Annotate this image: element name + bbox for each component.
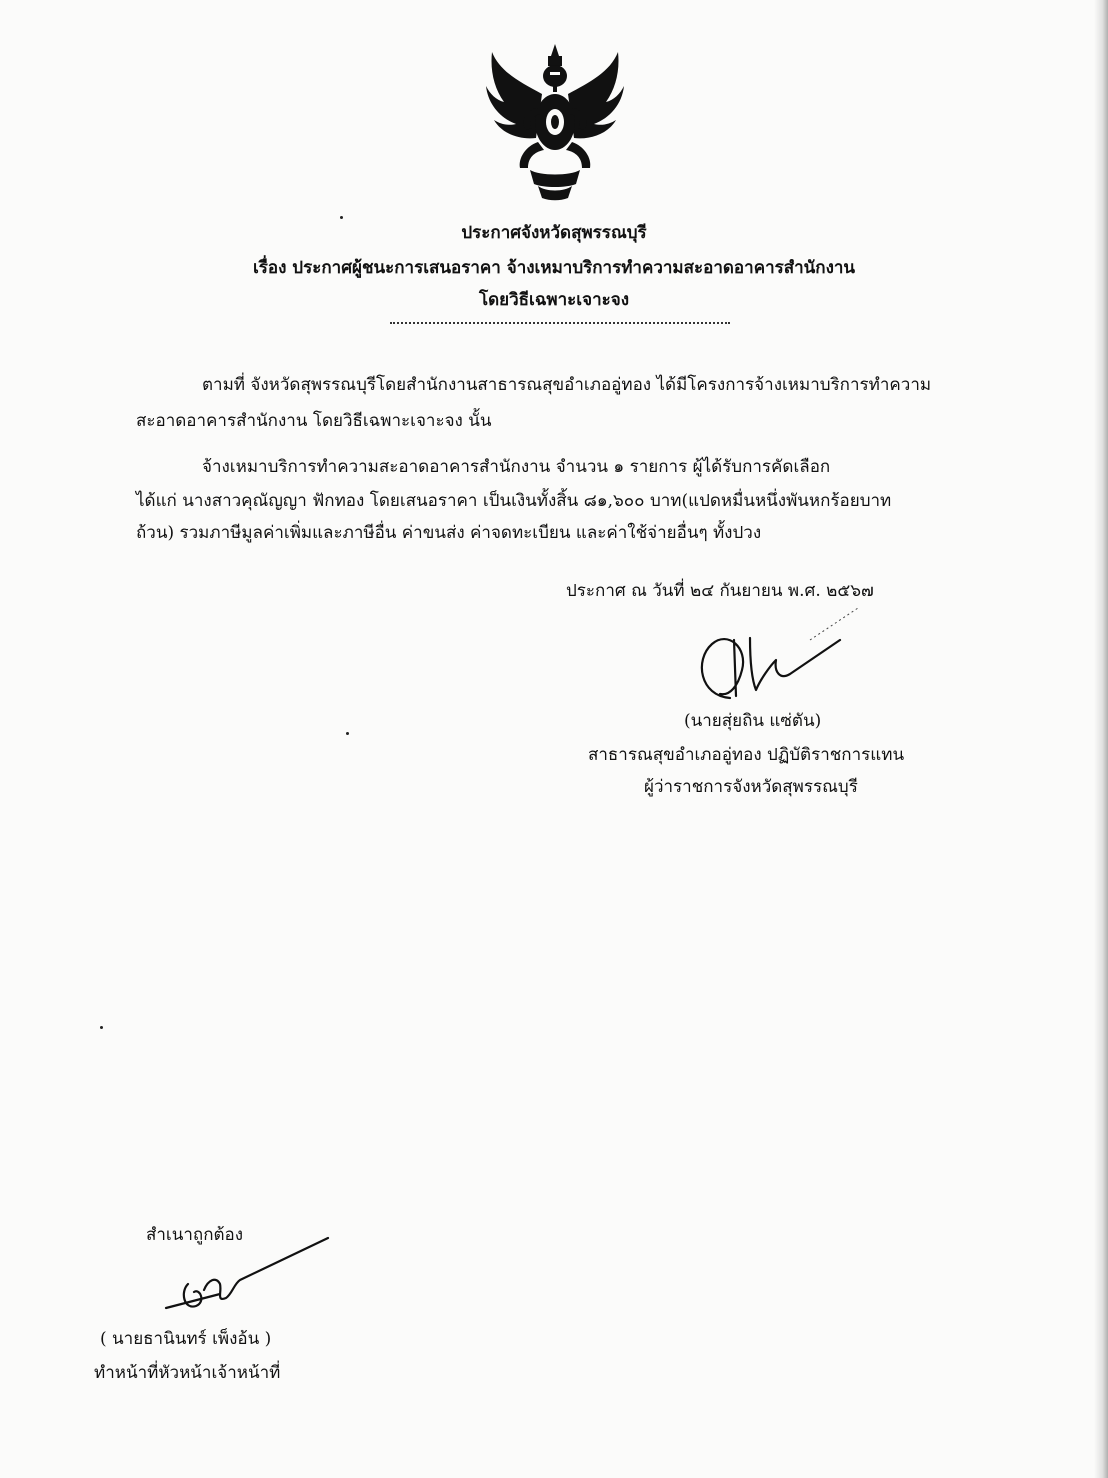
dotted-divider xyxy=(390,322,730,324)
certified-copy-position: ทำหน้าที่หัวหน้าเจ้าหน้าที่ xyxy=(94,1363,281,1383)
paragraph-1-line-1: ตามที่ จังหวัดสุพรรณบุรีโดยสำนักงานสาธารณสุขอำเภออู่ทอง ได้มีโครงการจ้างเหมาบริการทำความ xyxy=(202,375,932,395)
announcement-date: ประกาศ ณ วันที่ ๒๔ กันยายน พ.ศ. ๒๕๖๗ xyxy=(566,581,874,601)
main-signature-icon xyxy=(690,600,870,710)
signatory-name: (นายสุ่ยถิน แซ่ตัน) xyxy=(684,711,822,731)
signatory-position-1: สาธารณสุขอำเภออู่ทอง ปฏิบัติราชการแทน xyxy=(588,745,905,765)
announcement-method: โดยวิธีเฉพาะเจาะจง xyxy=(478,290,630,310)
scan-speck xyxy=(100,1026,103,1029)
scan-speck xyxy=(340,216,343,219)
paragraph-2-line-1: จ้างเหมาบริการทำความสะอาดอาคารสำนักงาน จำนวน ๑ รายการ ผู้ได้รับการคัดเลือก xyxy=(202,457,831,477)
paragraph-2-line-3: ถ้วน) รวมภาษีมูลค่าเพิ่มและภาษีอื่น ค่าขนส่ง ค่าจดทะเบียน และค่าใช้จ่ายอื่นๆ ทั้งปวง xyxy=(136,523,762,543)
garuda-emblem-icon xyxy=(480,42,630,202)
certified-copy-name: ( นายธานินทร์ เพ็งอ้น ) xyxy=(100,1329,272,1349)
paragraph-1-line-2: สะอาดอาคารสำนักงาน โดยวิธีเฉพาะเจาะจง นั้น xyxy=(136,411,492,431)
announcement-subject: เรื่อง ประกาศผู้ชนะการเสนอราคา จ้างเหมาบริการทำความสะอาดอาคารสำนักงาน xyxy=(252,258,856,278)
scan-speck xyxy=(346,732,349,735)
certified-copy-label: สำเนาถูกต้อง xyxy=(146,1225,244,1245)
announcement-title: ประกาศจังหวัดสุพรรณบุรี xyxy=(461,223,647,243)
certified-copy-signature-icon xyxy=(160,1232,340,1322)
paragraph-2-line-2: ได้แก่ นางสาวคุณัญญา ฟักทอง โดยเสนอราคา เป็นเงินทั้งสิ้น ๘๑,๖๐๐ บาท(แปดหมื่นหนึ่งพันหกร้อยบาท xyxy=(136,491,892,511)
signatory-position-2: ผู้ว่าราชการจังหวัดสุพรรณบุรี xyxy=(644,777,858,797)
page-edge-shadow xyxy=(1094,0,1108,1478)
